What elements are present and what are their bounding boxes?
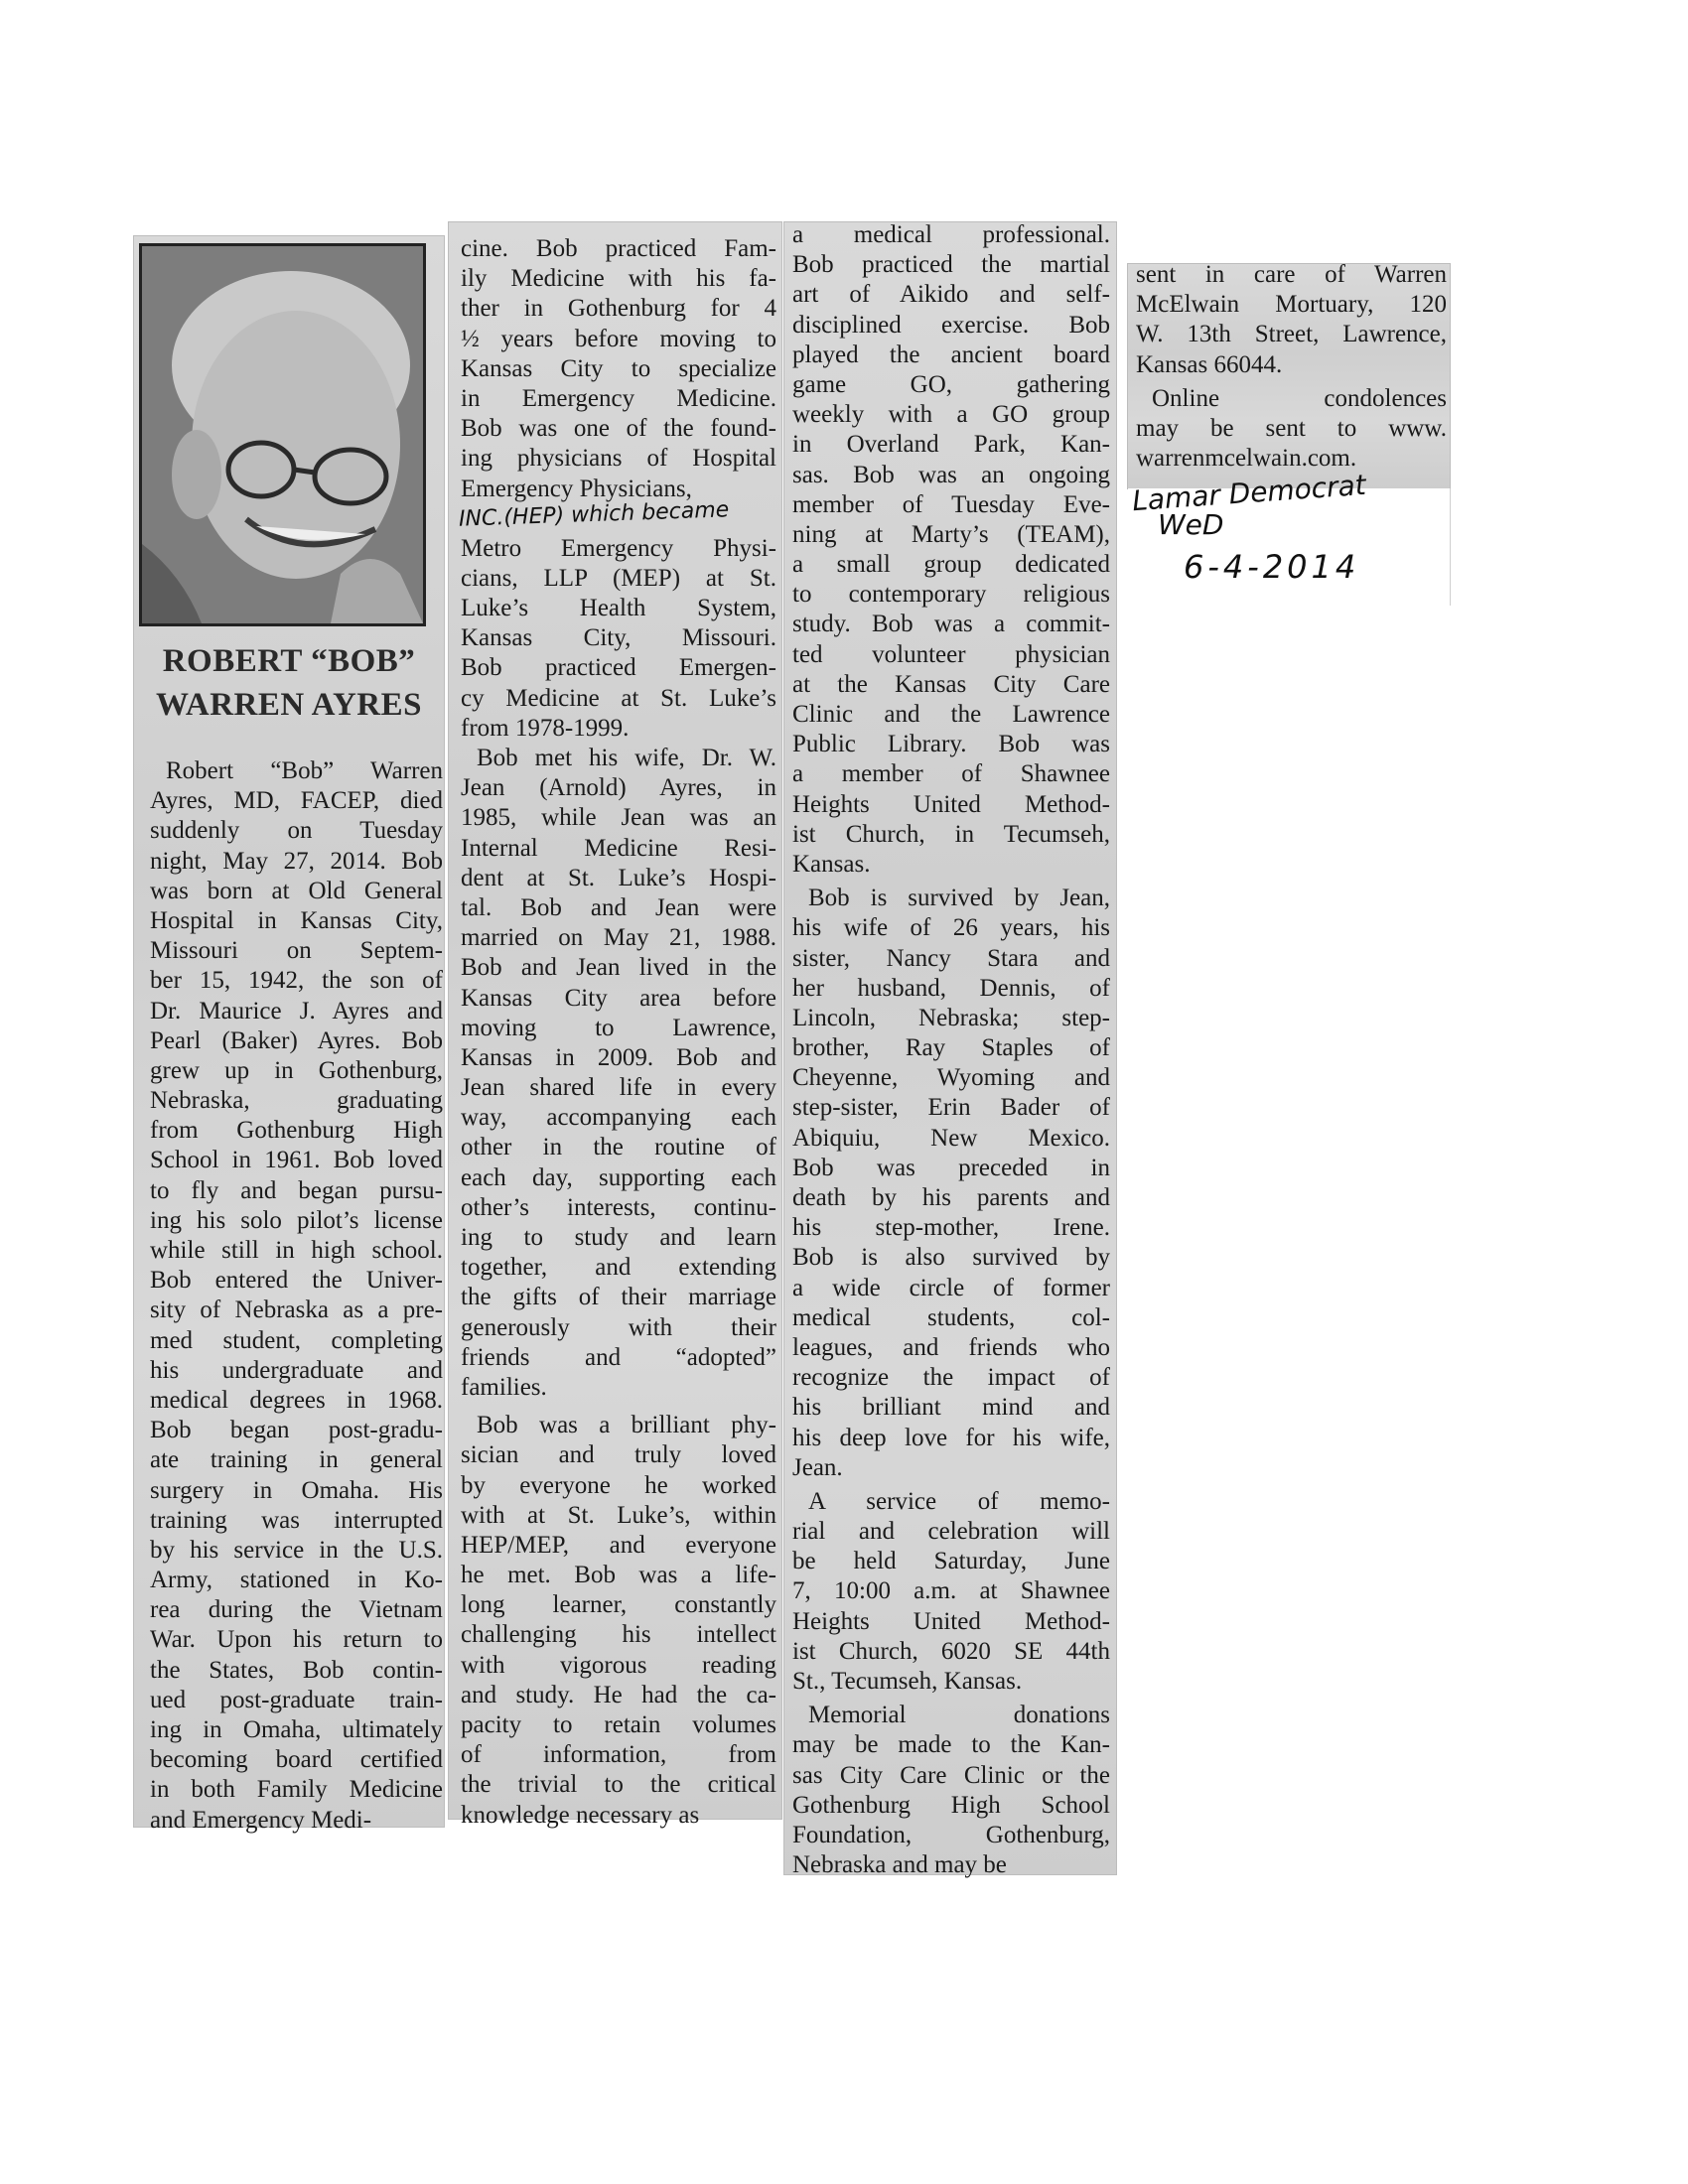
text-line: the gifts of their marriage xyxy=(461,1284,776,1311)
text-line: friends and “adopted” xyxy=(461,1343,776,1371)
text-line: knowledge necessary as xyxy=(461,1801,700,1829)
text-line: Kansas 66044. xyxy=(1136,350,1283,378)
text-line: Pearl (Baker) Ayres. Bob xyxy=(150,1026,443,1054)
text-line: ist Church, 6020 SE 44th xyxy=(792,1637,1110,1665)
text-line: families. xyxy=(461,1373,547,1401)
text-line: his deep love for his wife, xyxy=(792,1424,1110,1451)
paragraph-gap xyxy=(461,1403,776,1411)
text-line: training was interrupted xyxy=(150,1506,443,1534)
text-line: cians, LLP (MEP) at St. xyxy=(461,564,776,592)
text-line: Bob is survived by Jean, xyxy=(808,885,1110,912)
text-line: Bob met his wife, Dr. W. xyxy=(477,745,776,771)
text-line: other in the routine of xyxy=(461,1134,776,1161)
text-line: Bob entered the Univer- xyxy=(150,1267,443,1295)
text-line: to contemporary religious xyxy=(792,581,1110,609)
text-line: Bob and Jean lived in the xyxy=(461,954,776,982)
column-4-text xyxy=(1136,260,1447,474)
text-line: Kansas City to specialize xyxy=(461,354,776,382)
text-line: Bob practiced Emergen- xyxy=(461,654,776,682)
text-line: was born at Old General xyxy=(150,877,443,904)
text-line: Kansas. xyxy=(792,850,871,878)
text-line: Bob was preceded in xyxy=(792,1154,1110,1181)
text-line: Abiquiu, New Mexico. xyxy=(792,1124,1110,1152)
text-line: to fly and began pursu- xyxy=(150,1176,443,1204)
text-line: a small group dedicated xyxy=(792,551,1110,579)
text-line: may be sent to www. xyxy=(1136,414,1447,442)
text-line: her husband, Dennis, of xyxy=(792,974,1110,1002)
text-line: Missouri on Septem- xyxy=(150,937,443,965)
text-line: may be made to the Kan- xyxy=(792,1731,1110,1759)
text-line: Jean shared life in every xyxy=(461,1074,776,1102)
text-line: Memorial donations xyxy=(808,1702,1110,1729)
column-1-text xyxy=(150,756,443,1836)
column-2-text xyxy=(458,234,776,1831)
text-line: ued post-graduate train- xyxy=(150,1686,443,1713)
text-line: be held Saturday, June xyxy=(792,1548,1110,1575)
text-line: a member of Shawnee xyxy=(792,760,1110,788)
handwritten-inserted-note: INC.(HEP) which became xyxy=(458,497,730,532)
text-line: ther in Gothenburg for 4 xyxy=(461,295,776,323)
text-line: Bob is also survived by xyxy=(792,1244,1110,1272)
text-line: Hospital in Kansas City, xyxy=(150,906,443,934)
text-line: ing in Omaha, ultimately xyxy=(150,1716,443,1743)
text-line: weekly with a GO group xyxy=(792,401,1110,429)
handwritten-day: WeD xyxy=(1158,508,1224,541)
text-line: Kansas in 2009. Bob and xyxy=(461,1043,776,1071)
text-line: ist Church, in Tecumseh, xyxy=(792,820,1110,848)
text-line: cy Medicine at St. Luke’s xyxy=(461,684,776,712)
handwritten-publication: Lamar Democrat xyxy=(1131,468,1367,518)
text-line: medical degrees in 1968. xyxy=(150,1386,443,1414)
text-line: Jean (Arnold) Ayres, in xyxy=(461,774,776,802)
text-line: the trivial to the critical xyxy=(461,1771,776,1799)
text-line: St., Tecumseh, Kansas. xyxy=(792,1668,1023,1695)
text-line: night, May 27, 2014. Bob xyxy=(150,847,443,875)
text-line: in Emergency Medicine. xyxy=(461,384,776,412)
text-line: his undergraduate and xyxy=(150,1356,443,1384)
text-line: his wife of 26 years, his xyxy=(792,914,1110,942)
text-line: becoming board certified xyxy=(150,1746,443,1774)
text-line: ily Medicine with his fa- xyxy=(461,265,776,293)
text-line: med student, completing xyxy=(150,1326,443,1354)
text-line: ber 15, 1942, the son of xyxy=(150,967,443,995)
text-line: McElwain Mortuary, 120 xyxy=(1136,291,1447,319)
text-line: each day, supporting each xyxy=(461,1163,776,1191)
text-line: Cheyenne, Wyoming and xyxy=(792,1064,1110,1092)
text-line: Robert “Bob” Warren xyxy=(166,757,443,784)
text-line: HEP/MEP, and everyone xyxy=(461,1531,776,1559)
text-line: Army, stationed in Ko- xyxy=(150,1567,443,1594)
text-line: Clinic and the Lawrence xyxy=(792,701,1110,728)
text-line: medical students, col- xyxy=(792,1303,1110,1331)
text-line: Kansas City, Missouri. xyxy=(461,624,776,652)
text-line: rial and celebration will xyxy=(792,1518,1110,1546)
text-line: he met. Bob was a life- xyxy=(461,1562,776,1589)
obituary-name-line-2: WARREN AYRES xyxy=(156,687,422,723)
text-line: leagues, and friends who xyxy=(792,1333,1110,1361)
handwritten-date: 6-4-2014 xyxy=(1184,548,1360,586)
text-line: Bob practiced the martial xyxy=(792,251,1110,279)
text-line: a medical professional. xyxy=(792,221,1110,248)
text-line: other’s interests, continu- xyxy=(461,1193,776,1221)
text-line: Public Library. Bob was xyxy=(792,731,1110,758)
text-line: cine. Bob practiced Fam- xyxy=(461,235,776,262)
portrait-photo xyxy=(139,243,426,626)
text-line: the States, Bob contin- xyxy=(150,1656,443,1684)
text-line: School in 1961. Bob loved xyxy=(150,1147,443,1174)
text-line: 1985, while Jean was an xyxy=(461,804,776,832)
text-line: Luke’s Health System, xyxy=(461,595,776,622)
text-line: A service of memo- xyxy=(808,1487,1110,1515)
text-line: played the ancient board xyxy=(792,341,1110,368)
text-line: art of Aikido and self- xyxy=(792,281,1110,309)
text-line: Kansas City area before xyxy=(461,984,776,1012)
text-line: moving to Lawrence, xyxy=(461,1014,776,1041)
text-line: married on May 21, 1988. xyxy=(461,924,776,952)
text-line: grew up in Gothenburg, xyxy=(150,1056,443,1084)
text-line: sas City Care Clinic or the xyxy=(792,1761,1110,1789)
text-line: study. Bob was a commit- xyxy=(792,611,1110,638)
text-line: ing physicians of Hospital xyxy=(461,445,776,473)
text-line: Heights United Method- xyxy=(792,790,1110,818)
text-line: Dr. Maurice J. Ayres and xyxy=(150,997,443,1024)
text-line: game GO, gathering xyxy=(792,370,1110,398)
text-line: ½ years before moving to xyxy=(461,325,776,352)
text-line: from 1978-1999. xyxy=(461,714,630,742)
text-line: suddenly on Tuesday xyxy=(150,817,443,845)
text-line: Internal Medicine Resi- xyxy=(461,834,776,862)
text-line: a wide circle of former xyxy=(792,1274,1110,1301)
text-line: while still in high school. xyxy=(150,1237,443,1264)
text-line: death by his parents and xyxy=(792,1184,1110,1211)
text-line: by everyone he worked xyxy=(461,1471,776,1499)
text-line: Online condolences xyxy=(1152,384,1447,412)
text-line: Nebraska, graduating xyxy=(150,1087,443,1115)
obituary-name-line-1: ROBERT “BOB” xyxy=(162,643,416,679)
text-line: Ayres, MD, FACEP, died xyxy=(150,787,443,815)
text-line: together, and extending xyxy=(461,1254,776,1282)
text-line: and study. He had the ca- xyxy=(461,1681,776,1708)
text-line: generously with their xyxy=(461,1313,776,1341)
text-line: sister, Nancy Stara and xyxy=(792,944,1110,972)
text-line: his step-mother, Irene. xyxy=(792,1214,1110,1242)
text-line: rea during the Vietnam xyxy=(150,1596,443,1624)
text-line: his brilliant mind and xyxy=(792,1394,1110,1422)
text-line: and Emergency Medi- xyxy=(150,1806,372,1834)
text-line: of information, from xyxy=(461,1741,776,1769)
text-line: dent at St. Luke’s Hospi- xyxy=(461,864,776,891)
text-line: surgery in Omaha. His xyxy=(150,1476,443,1504)
text-line: member of Tuesday Eve- xyxy=(792,490,1110,518)
text-line: W. 13th Street, Lawrence, xyxy=(1136,321,1447,348)
text-line: warrenmcelwain.com. xyxy=(1136,445,1357,473)
text-line: tal. Bob and Jean were xyxy=(461,893,776,921)
text-line: challenging his intellect xyxy=(461,1621,776,1649)
text-line: Nebraska and may be xyxy=(792,1851,1007,1879)
text-line: sician and truly loved xyxy=(461,1441,776,1469)
text-line: step-sister, Erin Bader of xyxy=(792,1094,1110,1122)
text-line: with vigorous reading xyxy=(461,1651,776,1679)
text-line: Foundation, Gothenburg, xyxy=(792,1821,1110,1848)
text-line: brother, Ray Staples of xyxy=(792,1034,1110,1062)
text-line: ing his solo pilot’s license xyxy=(150,1206,443,1234)
text-line: pacity to retain volumes xyxy=(461,1711,776,1738)
text-line: at the Kansas City Care xyxy=(792,670,1110,698)
text-line: ing to study and learn xyxy=(461,1224,776,1251)
text-line: 7, 10:00 a.m. at Shawnee xyxy=(792,1577,1110,1605)
text-line: disciplined exercise. Bob xyxy=(792,311,1110,339)
text-line: ning at Marty’s (TEAM), xyxy=(792,520,1110,548)
column-3-text xyxy=(792,220,1110,1880)
text-line: in both Family Medicine xyxy=(150,1776,443,1804)
text-line: Gothenburg High School xyxy=(792,1791,1110,1819)
text-line: Heights United Method- xyxy=(792,1607,1110,1635)
text-line: Bob began post-gradu- xyxy=(150,1417,443,1444)
text-line: sas. Bob was an ongoing xyxy=(792,461,1110,488)
text-line: recognize the impact of xyxy=(792,1364,1110,1392)
text-line: in Overland Park, Kan- xyxy=(792,431,1110,459)
text-line: sent in care of Warren xyxy=(1136,261,1447,288)
text-line: Bob was a brilliant phy- xyxy=(477,1412,776,1439)
text-line: Bob was one of the found- xyxy=(461,415,776,443)
text-line: Lincoln, Nebraska; step- xyxy=(792,1004,1110,1031)
text-line: sity of Nebraska as a pre- xyxy=(150,1297,443,1324)
text-line: long learner, constantly xyxy=(461,1591,776,1619)
text-line: by his service in the U.S. xyxy=(150,1536,443,1564)
text-line: with at St. Luke’s, within xyxy=(461,1501,776,1529)
text-line: War. Upon his return to xyxy=(150,1626,443,1654)
text-line: ted volunteer physician xyxy=(792,640,1110,668)
text-line: Metro Emergency Physi- xyxy=(461,534,776,562)
text-line: ate training in general xyxy=(150,1446,443,1474)
text-line: Emergency Physicians, xyxy=(461,475,692,502)
text-line: from Gothenburg High xyxy=(150,1117,443,1145)
text-line: way, accompanying each xyxy=(461,1104,776,1132)
text-line: Jean. xyxy=(792,1453,843,1481)
